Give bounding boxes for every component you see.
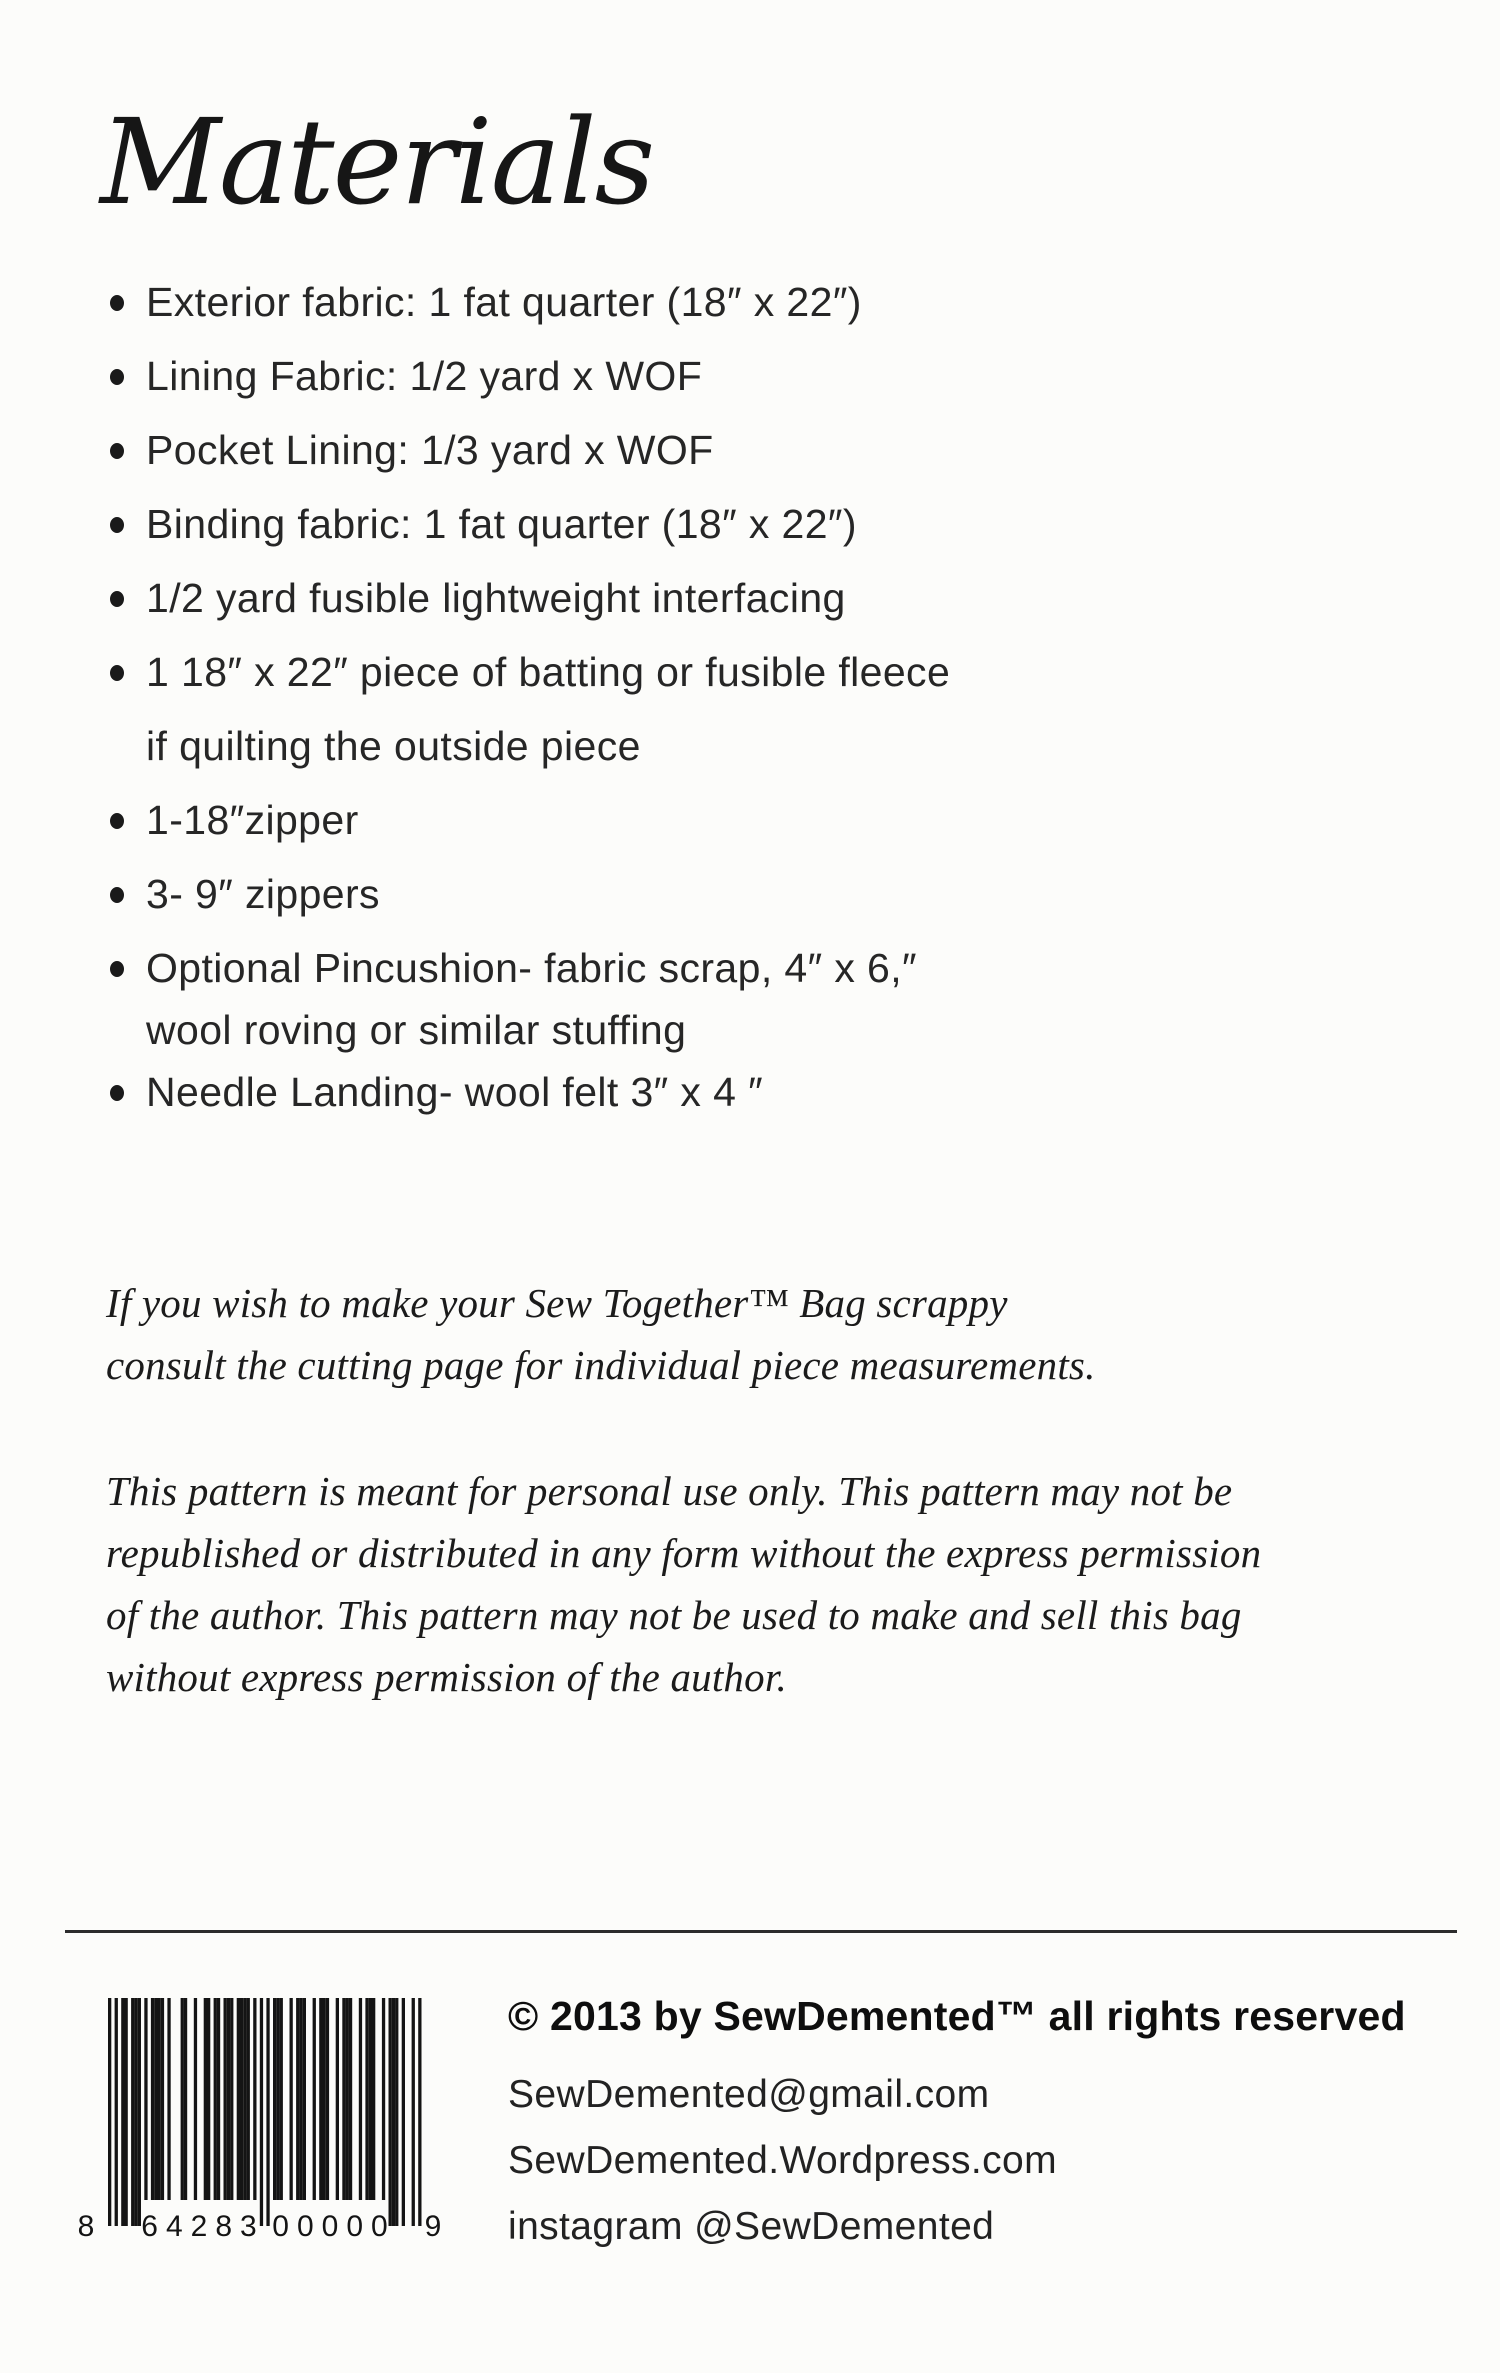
note-line: If you wish to make your Sew Together™ Bag scrappy <box>106 1280 1008 1326</box>
bullet-icon <box>110 295 124 311</box>
list-item-text: 1 18″ x 22″ piece of batting or fusible fleece <box>146 649 951 695</box>
email-text: SewDemented@gmail.com <box>508 2073 990 2116</box>
list-item-text: 1-18″zipper <box>146 797 359 843</box>
list-item <box>110 487 1410 561</box>
list-item <box>110 413 1410 487</box>
website-text: SewDemented.Wordpress.com <box>508 2139 1057 2182</box>
page-title: Materials <box>100 93 654 231</box>
bullet-icon <box>110 517 124 533</box>
barcode-bars <box>108 1998 422 2226</box>
divider <box>65 1930 1457 1933</box>
list-item-text: Optional Pincushion- fabric scrap, 4″ x 6,″ <box>146 945 917 991</box>
list-item <box>110 561 1410 635</box>
barcode-svg <box>76 1994 446 2246</box>
list-item-text: Exterior fabric: 1 fat quarter (18″ x 22″) <box>146 279 862 325</box>
legal-line: republished or distributed in any form without the express permission <box>106 1530 1262 1576</box>
list-item-text: 3- 9″ zippers <box>146 871 380 917</box>
legal-line: without express permission of the author. <box>106 1654 787 1700</box>
barcode-digit-group2: 00000 <box>272 2210 396 2243</box>
legal-line: of the author. This pattern may not be used to make and sell this bag <box>106 1592 1242 1638</box>
legal-line: This pattern is meant for personal use only. This pattern may not be <box>106 1468 1233 1514</box>
list-item-text: Needle Landing- wool felt 3″ x 4 ″ <box>146 1069 763 1115</box>
list-item-text: Pocket Lining: 1/3 yard x WOF <box>146 427 714 473</box>
list-item-text: Binding fabric: 1 fat quarter (18″ x 22″) <box>146 501 857 547</box>
materials-list <box>110 265 1410 1129</box>
bullet-icon <box>110 961 124 977</box>
list-item <box>110 783 1410 857</box>
note-line: consult the cutting page for individual piece measurements. <box>106 1342 1096 1388</box>
bullet-icon <box>110 1085 124 1101</box>
copyright-line: © 2013 by SewDemented™ all rights reserved <box>508 1993 1406 2039</box>
list-item <box>110 857 1410 931</box>
instagram-text: instagram @SewDemented <box>508 2205 995 2248</box>
barcode-digit-left: 8 <box>77 2210 95 2243</box>
list-item-text-wrap: wool roving or similar stuffing <box>146 1007 687 1053</box>
list-item-text-wrap: if quilting the outside piece <box>146 723 641 769</box>
list-item <box>110 1055 1410 1129</box>
barcode <box>76 1994 446 2246</box>
bullet-icon <box>110 591 124 607</box>
list-item-text: 1/2 yard fusible lightweight interfacing <box>146 575 846 621</box>
bullet-icon <box>110 813 124 829</box>
barcode-digit-right: 9 <box>424 2210 442 2243</box>
list-item <box>110 265 1410 339</box>
list-item-text: Lining Fabric: 1/2 yard x WOF <box>146 353 703 399</box>
bullet-icon <box>110 369 124 385</box>
list-item <box>110 635 1410 783</box>
list-item <box>110 931 1410 1055</box>
legal-paragraph <box>106 1460 1261 1708</box>
barcode-digit-group1: 64283 <box>141 2210 265 2243</box>
bullet-icon <box>110 443 124 459</box>
publisher-info <box>508 1990 1406 2260</box>
bullet-icon <box>110 887 124 903</box>
bullet-icon <box>110 665 124 681</box>
scrappy-note-paragraph <box>106 1272 1096 1396</box>
list-item <box>110 339 1410 413</box>
